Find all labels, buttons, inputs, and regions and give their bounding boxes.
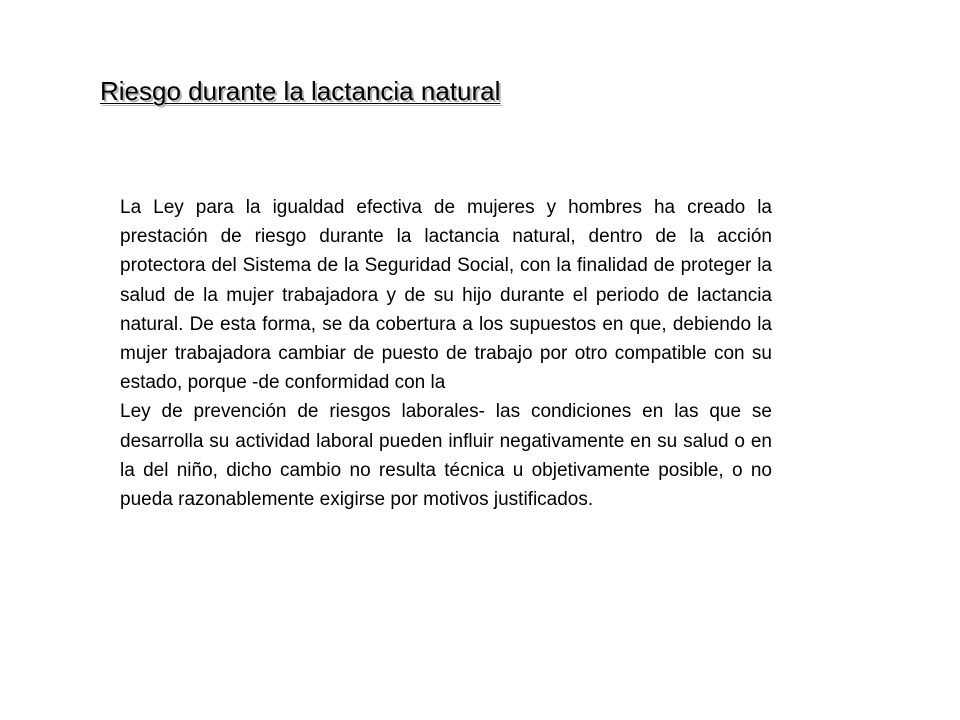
body-text [120,193,772,514]
body-paragraph-1: La Ley para la igualdad efectiva de mujeres y hombres ha creado la prestación de riesgo durante la lactancia natural, dentro de la acción protectora del Sistema de la Seguridad Social, con la finalidad de proteger la salud de la mujer trabajadora y de su hijo durante el periodo de lactancia natural. De esta forma, se da cobertura a los supuestos en que, debiendo la mujer trabajadora cambiar de puesto de trabajo por otro compatible con su estado, porque -de conformidad con la [120,197,772,394]
body-paragraph-2: Ley de prevención de riesgos laborales- las condiciones en las que se desarrolla su actividad laboral pueden influir negativamente en su salud o en la del niño, dicho cambio no resulta técnica u objetivamente posible, o no pueda razonablemente exigirse por motivos justificados. [120,401,772,511]
slide-title: Riesgo durante la lactancia natural [100,76,501,106]
